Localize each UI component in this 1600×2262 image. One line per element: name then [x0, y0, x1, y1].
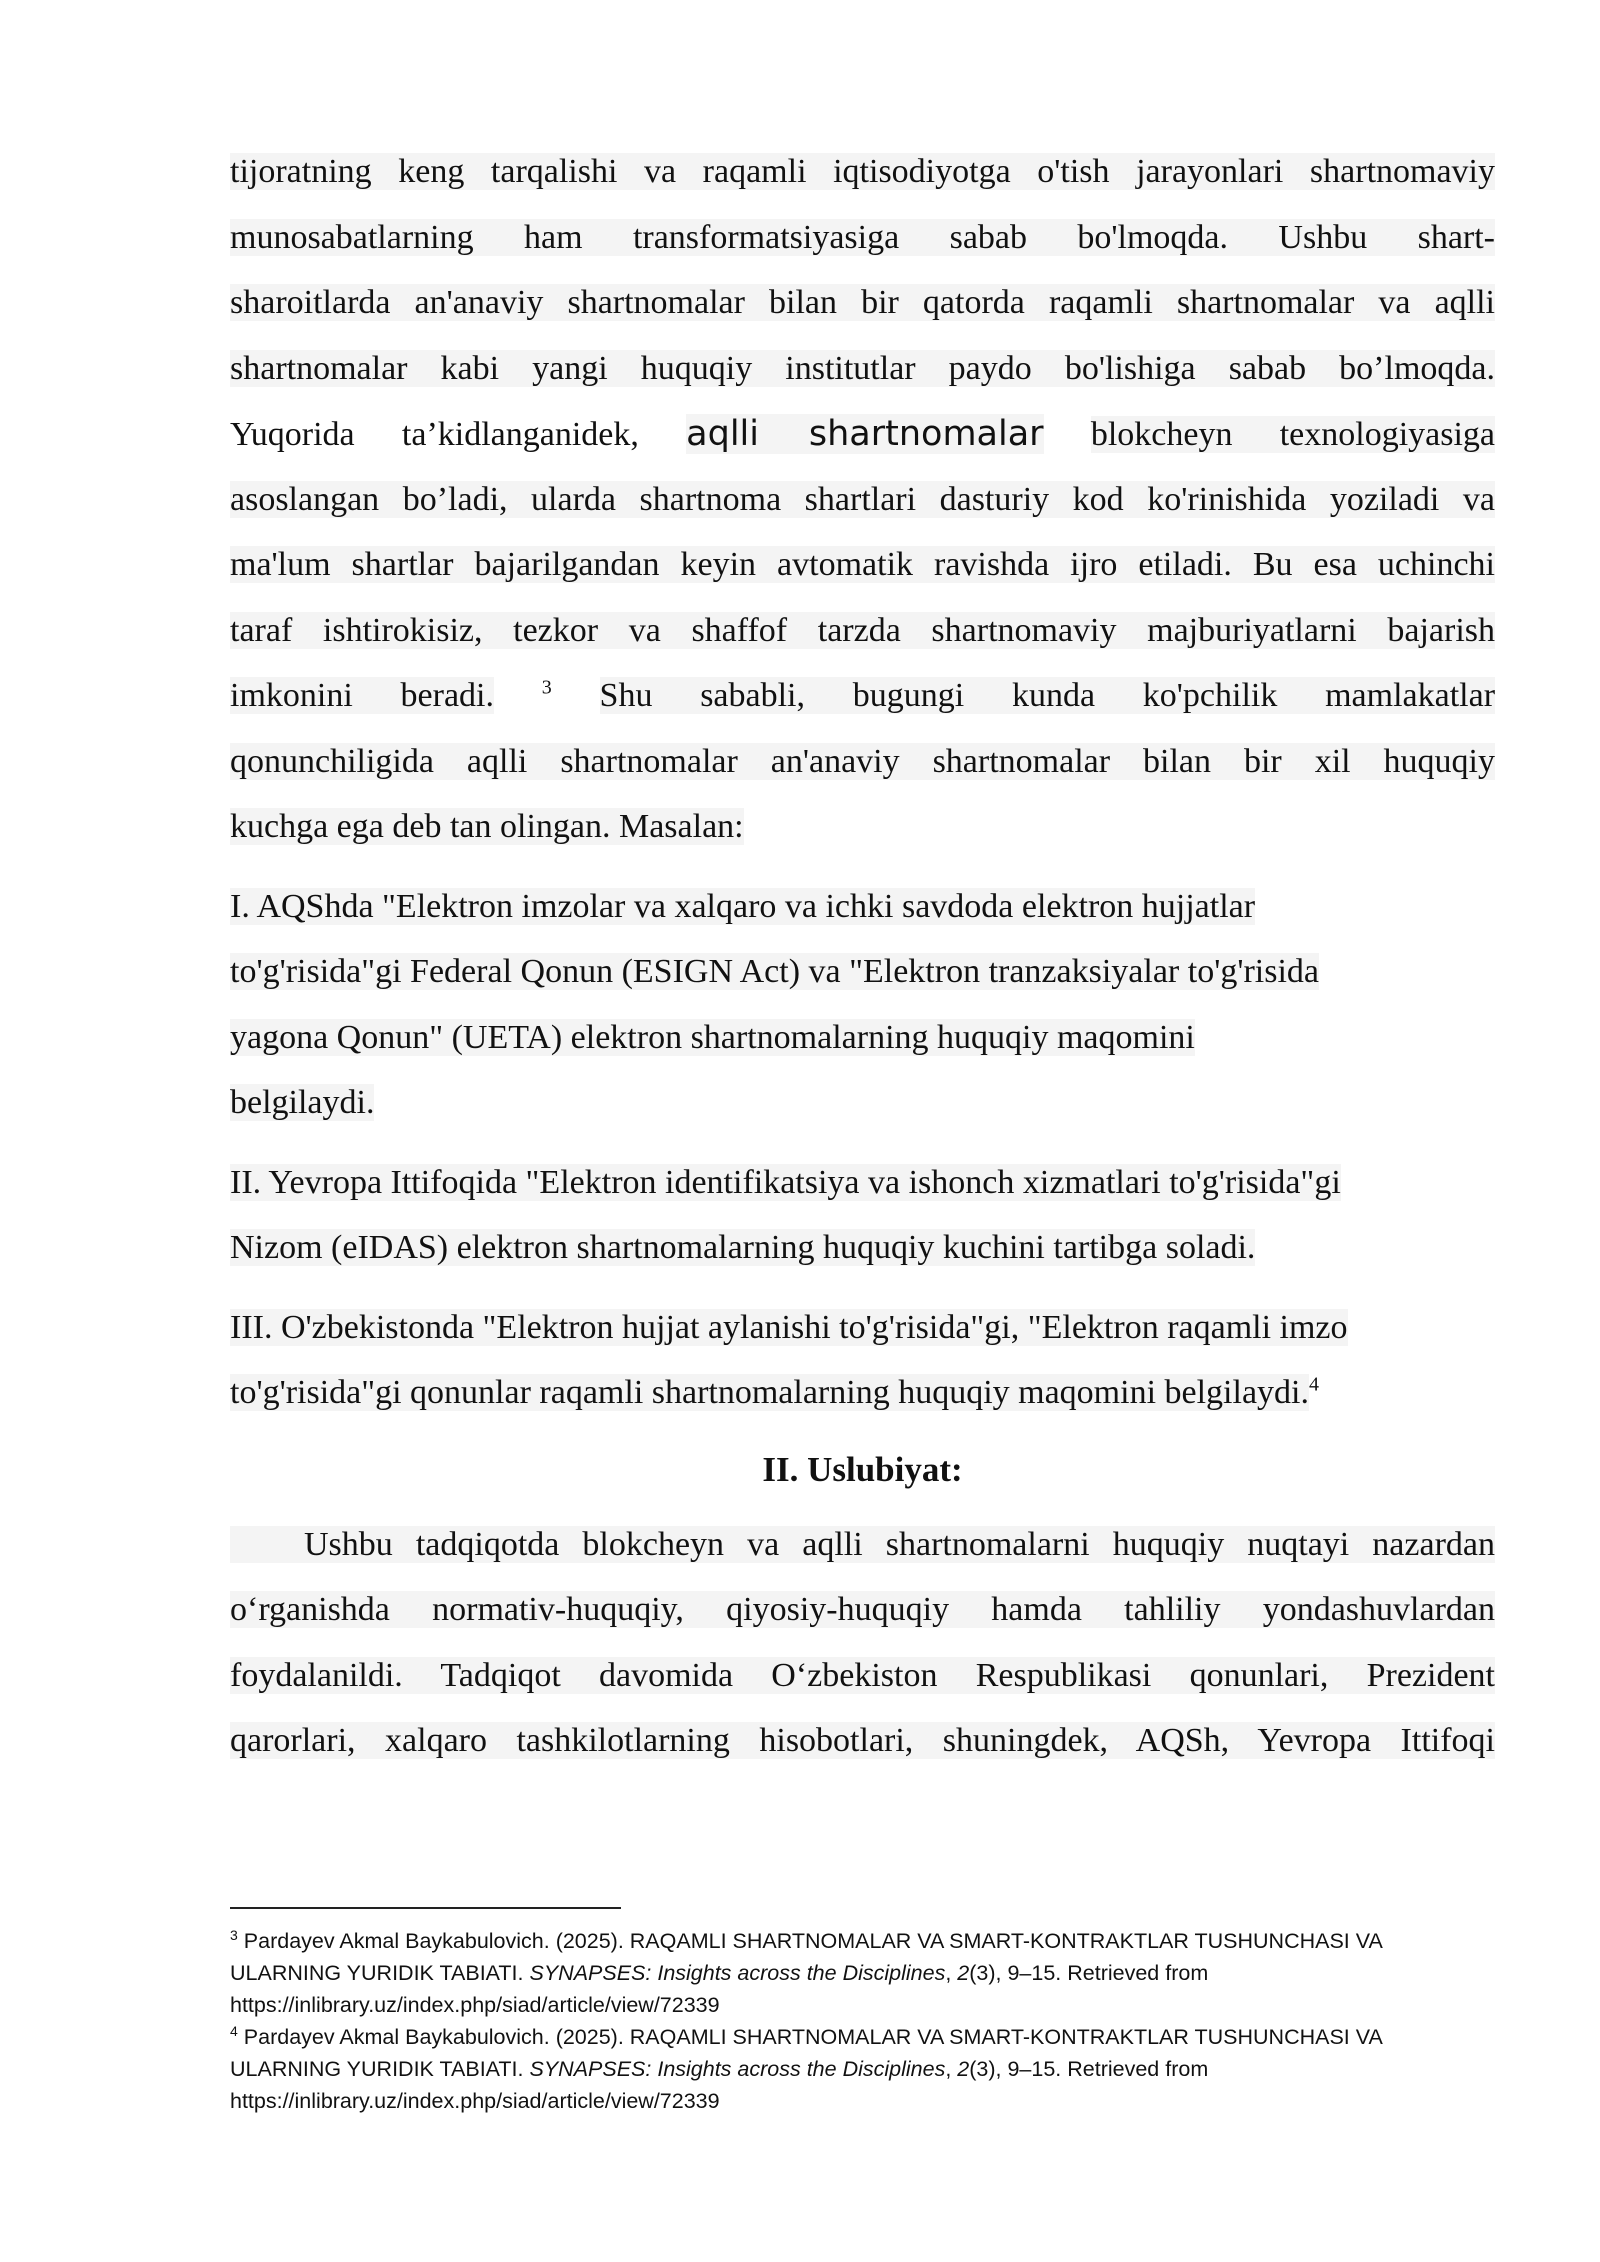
list-item-3 — [230, 1304, 1495, 1435]
text-line: to'g'risida"gi Federal Qonun (ESIGN Act) va "Elektron tranzaksiyalar to'g'risida — [230, 953, 1319, 990]
text-line: o‘rganishda normativ-huquqiy, qiyosiy-huquqiy hamda tahliliy yondashuvlardan — [230, 1591, 1495, 1628]
footnote-separator — [230, 1907, 621, 1909]
section-heading: II. Uslubiyat: — [762, 1449, 963, 1489]
footnote-ref[interactable]: 4 — [1309, 1373, 1319, 1396]
text-line: imkonini beradi. $^3$ Shu sababli, bugungi kunda ko'pchilik mamlakatlar — [230, 676, 1496, 714]
methodology-paragraph — [230, 1521, 1495, 1783]
footnotes — [230, 1925, 1495, 2117]
footnote-4: $^4$ Pardayev Akmal Baykabulovich. (2025). RAQAMLI SHARTNOMALAR VA SMART-KONTRAKTLAR TUSHUNCHASI VA ULARNING YURIDIK TABIATI. SYNAPSES: Insights across the Disciplines, 2(3), 9–15. Retrieved from https://inlibrary.uz/index.php/siad/article/view/72339 — [230, 2021, 1495, 2117]
text-line: qarorlari, xalqaro tashkilotlarning hisobotlari, shuningdek, AQSh, Yevropa Ittifoqi — [230, 1722, 1495, 1759]
list-item-2 — [230, 1159, 1495, 1290]
text-line: munosabatlarning ham transformatsiyasiga sabab bo'lmoqda. Ushbu shart- — [230, 218, 1495, 256]
text-line: qonunchiligida aqlli shartnomalar an'anaviy shartnomalar bilan bir xil huquqiy — [230, 742, 1495, 780]
text-line: belgilaydi. — [230, 1084, 375, 1121]
journal-title: SYNAPSES: Insights across the Disciplines — [529, 1961, 946, 1985]
text-line: to'g'risida"gi qonunlar raqamli shartnomalarning huquqiy maqomini belgilaydi.$^4$ — [230, 1373, 1319, 1411]
text-line: ma'lum shartlar bajarilgandan keyin avtomatik ravishda ijro etiladi. Bu esa uchinchi — [230, 546, 1495, 583]
text-line: II. Yevropa Ittifoqida "Elektron identifikatsiya va ishonch xizmatlari to'g'risida"gi — [230, 1163, 1341, 1201]
text-line: yagona Qonun" (UETA) elektron shartnomalarning huquqiy maqomini — [230, 1018, 1195, 1056]
footnote-url[interactable]: https://inlibrary.uz/index.php/siad/article/view/72339 — [230, 2089, 720, 2113]
text-line: Nizom (eIDAS) elektron shartnomalarning huquqiy kuchini tartibga soladi. — [230, 1229, 1256, 1266]
text-line: asoslangan bo’ladi, ularda shartnoma shartlari dasturiy kod ko'rinishida yoziladi va — [230, 480, 1495, 518]
text-line: tijoratning keng tarqalishi va raqamli iqtisodiyotga o'tish jarayonlari shartnomaviy — [230, 153, 1495, 190]
journal-title: SYNAPSES: Insights across the Disciplines — [529, 2057, 946, 2081]
text-line: Yuqorida ta’kidlanganidek, aqlli shartnomalar blokcheyn texnologiyasiga — [230, 414, 1496, 454]
text-line: sharoitlarda an'anaviy shartnomalar bilan bir qatorda raqamli shartnomalar va aqlli — [230, 284, 1495, 321]
text-line: I. AQShda "Elektron imzolar va xalqaro va ichki savdoda elektron hujjatlar — [230, 887, 1256, 925]
footnote-url[interactable]: https://inlibrary.uz/index.php/siad/article/view/72339 — [230, 1993, 720, 2017]
text-line: kuchga ega deb tan olingan. Masalan: — [230, 808, 744, 845]
list-item-1 — [230, 883, 1495, 1145]
text-line: Ushbu tadqiqotda blokcheyn va aqlli shartnomalarni huquqiy nuqtayi nazardan — [230, 1521, 1495, 1587]
footnote-ref[interactable]: 3 — [541, 676, 552, 699]
footnote-3: $^3$ Pardayev Akmal Baykabulovich. (2025). RAQAMLI SHARTNOMALAR VA SMART-KONTRAKTLAR TUSHUNCHASI VA ULARNING YURIDIK TABIATI. SYNAPSES: Insights across the Disciplines, 2(3), 9–15. Retrieved from https://inlibrary.uz/index.php/siad/article/view/72339 — [230, 1925, 1495, 2021]
text-line: taraf ishtirokisiz, tezkor va shaffof tarzda shartnomaviy majburiyatlarni bajarish — [230, 611, 1495, 649]
text-line: III. O'zbekistonda "Elektron hujjat aylanishi to'g'risida"gi, "Elektron raqamli imzo — [230, 1308, 1348, 1346]
text-line: shartnomalar kabi yangi huquqiy institutlar paydo bo'lishiga sabab bo’lmoqda. — [230, 349, 1495, 387]
body-paragraph — [230, 148, 1495, 869]
emphasized-term: aqlli shartnomalar — [686, 414, 1044, 454]
text-line: foydalanildi. Tadqiqot davomida O‘zbekiston Respublikasi qonunlari, Prezident — [230, 1656, 1495, 1694]
document-page — [230, 148, 1495, 1783]
